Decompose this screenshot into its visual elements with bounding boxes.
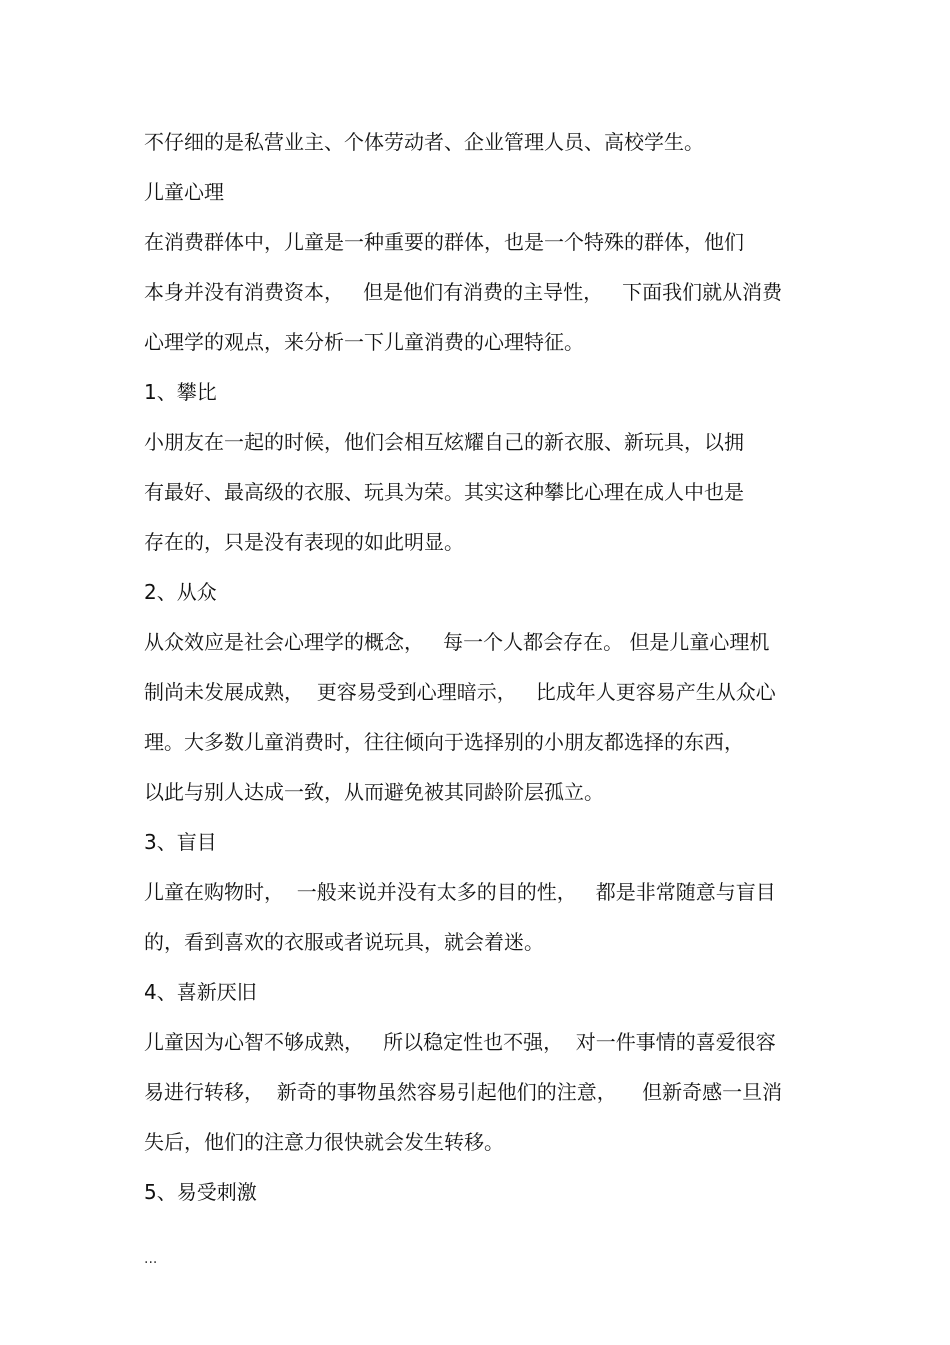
paragraph-line: 的，看到喜欢的衣服或者说玩具，就会着迷。 — [144, 930, 544, 954]
paragraph-line: 不仔细的是私营业主、个体劳动者、企业管理人员、高校学生。 — [144, 130, 704, 154]
paragraph-line: 存在的，只是没有表现的如此明显。 — [144, 530, 464, 554]
paragraph-line: 儿童在购物时， 一般来说并没有太多的目的性， 都是非常随意与盲目 — [144, 880, 776, 904]
paragraph-line: 本身并没有消费资本， 但是他们有消费的主导性， 下面我们就从消费 — [144, 280, 783, 304]
paragraph-line: 以此与别人达成一致，从而避免被其同龄阶层孤立。 — [144, 780, 604, 804]
paragraph-line: 理。大多数儿童消费时，往往倾向于选择别的小朋友都选择的东西， — [144, 730, 744, 754]
paragraph-line: 失后，他们的注意力很快就会发生转移。 — [144, 1130, 504, 1154]
subheading-blindness: 3、盲目 — [144, 830, 217, 854]
paragraph-line: 易进行转移， 新奇的事物虽然容易引起他们的注意， 但新奇感一旦消 — [144, 1080, 783, 1104]
paragraph-line: 心理学的观点，来分析一下儿童消费的心理特征。 — [144, 330, 584, 354]
paragraph-line: 儿童因为心智不够成熟， 所以稳定性也不强， 对一件事情的喜爱很容 — [144, 1030, 776, 1054]
section-heading-child-psychology: 儿童心理 — [144, 180, 224, 204]
subheading-comparison: 1、攀比 — [144, 380, 217, 404]
page-footer: ... — [144, 1251, 158, 1267]
paragraph-line: 从众效应是社会心理学的概念， 每一个人都会存在。 但是儿童心理机 — [144, 630, 770, 654]
paragraph-line: 有最好、最高级的衣服、玩具为荣。其实这种攀比心理在成人中也是 — [144, 480, 744, 504]
subheading-conformity: 2、从众 — [144, 580, 217, 604]
paragraph-line: 小朋友在一起的时候，他们会相互炫耀自己的新衣服、新玩具，以拥 — [144, 430, 744, 454]
paragraph-line: 制尚未发展成熟， 更容易受到心理暗示， 比成年人更容易产生从众心 — [144, 680, 776, 704]
subheading-novelty: 4、喜新厌旧 — [144, 980, 257, 1004]
paragraph-line: 在消费群体中，儿童是一种重要的群体，也是一个特殊的群体，他们 — [144, 230, 744, 254]
subheading-easily-stimulated: 5、易受刺激 — [144, 1180, 257, 1204]
